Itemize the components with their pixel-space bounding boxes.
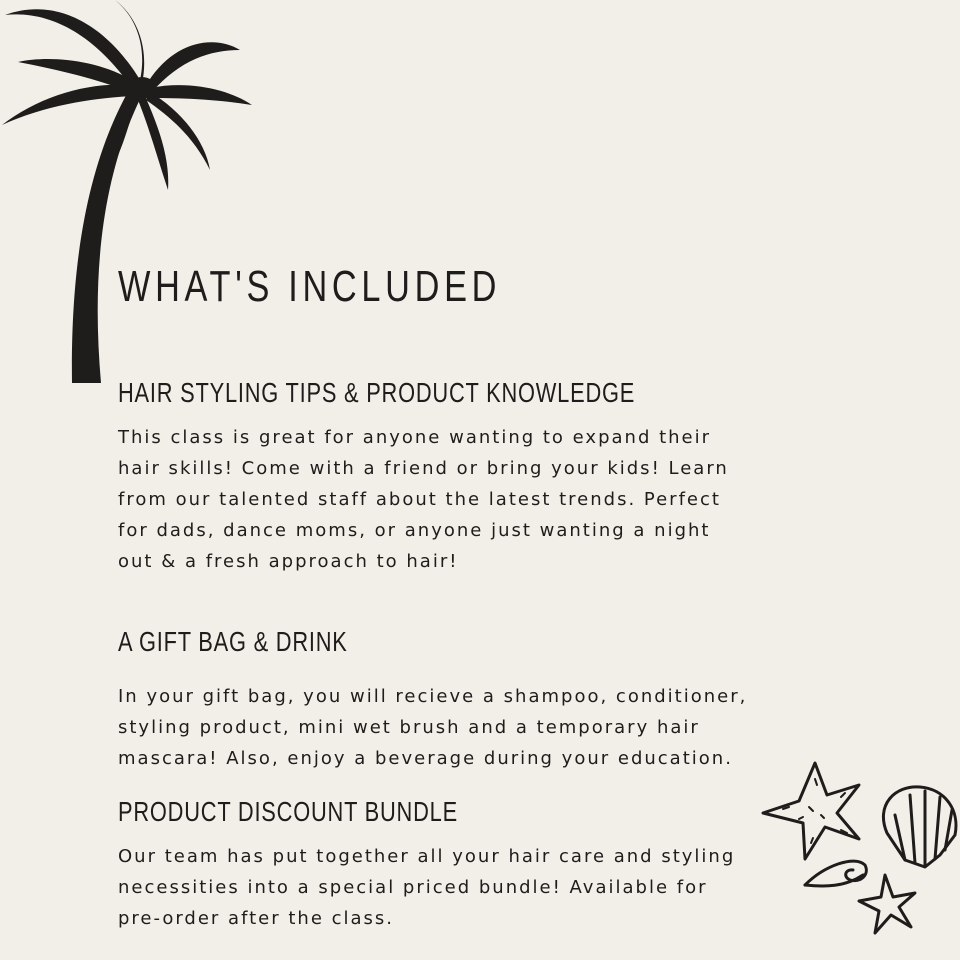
- section-body: This class is great for anyone wanting to expand their hair skills! Come with a friend or bring your kids! Learn from our talented staff about the latest trends. Perfect for dads, dance moms, or anyone just wanting a night out & a fresh approach to hair!: [118, 427, 729, 572]
- section-styling-tips: [118, 376, 798, 577]
- section-discount-bundle: [118, 795, 798, 934]
- seashells-icon: [755, 755, 960, 940]
- page-title: WHAT'S INCLUDED: [118, 262, 502, 311]
- section-heading: HAIR STYLING TIPS & PRODUCT KNOWLEDGE: [118, 377, 636, 408]
- section-body: Our team has put together all your hair care and styling necessities into a special priced bundle! Available for pre-order after the class.: [118, 846, 736, 929]
- section-gift-bag: [118, 625, 798, 774]
- section-heading: A GIFT BAG & DRINK: [118, 626, 348, 657]
- palm-tree-icon: [0, 0, 260, 390]
- section-heading: PRODUCT DISCOUNT BUNDLE: [118, 796, 458, 827]
- section-body: In your gift bag, you will recieve a shampoo, conditioner, styling product, mini wet brush and a temporary hair mascara! Also, enjoy a beverage during your education.: [118, 686, 748, 769]
